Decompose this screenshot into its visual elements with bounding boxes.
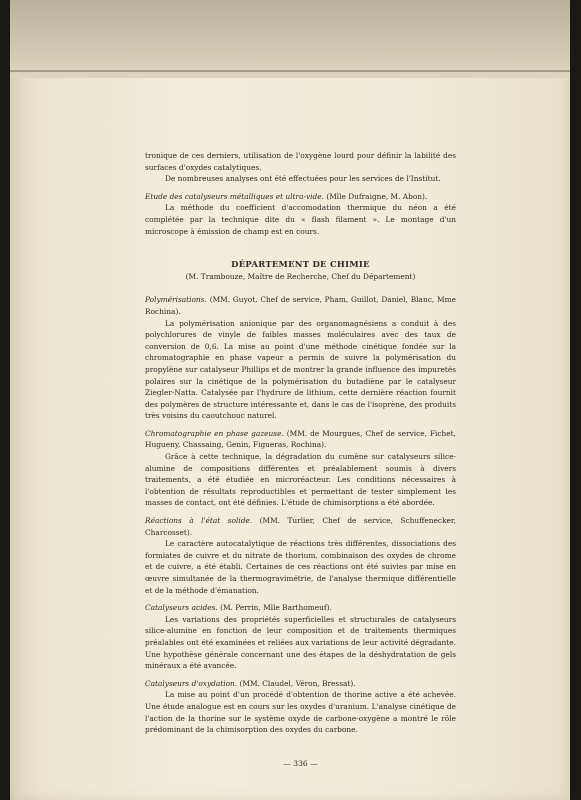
page-number: — 336 — (283, 758, 318, 768)
section-staff: (M. Perrin, Mlle Barthomeuf). (220, 603, 332, 613)
section-heading-chromatographie (145, 428, 456, 451)
previous-page-edge (0, 0, 581, 78)
section-title: Réactions à l'état solide. (145, 516, 253, 526)
intro-analyses: De nombreuses analyses ont été effectuées pour les services de l'Institut. (165, 174, 441, 184)
section-heading-catalyseurs-acides (145, 602, 456, 614)
section-staff: (MM. Claudel, Véron, Bressat). (239, 678, 356, 688)
section-title: Etude des catalyseurs métalliques et ultra-vide. (145, 191, 324, 201)
section-body-catalyseurs-metalliques: La méthode du coefficient d'accomodation thermique du néon a été complétée par la technique dite du « flash filament ». Le montage d'un microscope à émission de champ est en cours. (145, 203, 456, 236)
right-scan-border (570, 0, 581, 800)
section-title: Catalyseurs acides. (145, 603, 218, 613)
department-title: DÉPARTEMENT DE CHIMIE (231, 259, 370, 270)
section-body-reactions-etat-solide: Le caractère autocatalytique de réactions très différentes, dissociations des formiates de cuivre et du nitrate de thorium, combinaison des oxydes de chrome et de cuivre, a été établi. Certaines de ces réactions ont été suivies par mise en œuvre simultanée de la thermogravimétrie, de l'analyse thermique différentielle et de la méthode d'émanation. (145, 539, 456, 595)
section-heading-polymerisations (145, 294, 456, 317)
section-title: Chromatographie en phase gazeuse. (145, 428, 284, 438)
section-body-chromatographie: Grâce à cette technique, la dégradation du cumène sur catalyseurs silice-alumine de compositions différentes et préalablement soumis à divers traitements, a été étudiée en microréacteur. Les conditions nécessaires à l'obtention de résultats reproductibles et permettant de tester simplement les masses de contact, ont été définies. L'étude de chimisorptions a été abordée. (145, 452, 456, 508)
section-heading-catalyseurs-oxydation (145, 678, 456, 690)
section-staff: (Mlle Dufraigne, M. Abon). (326, 191, 428, 201)
section-body-polymerisations: La polymérisation anionique par des organomagnésiens a conduit à des polychlorures de vinyle de faibles masses moléculaires avec des taux de conversion de 0,6. La mise au point d'une méthode cinétique fondée sur la chromatographie en phase vapeur a permis de suivre la polymérisation du propylène sur catalyseur Phillips et de montrer la grande influence des impuretés polaires sur la cinétique de la polymérisation du butadiène par le catalyseur Ziegler-Natta. Catalysée par l'hydrure de lithium, cette dernière réaction fournit des polymères de structure intéressante et, dans le cas de l'isoprène, des produits très voisins du caoutchouc naturel. (145, 318, 456, 421)
section-staff: (MM. Guyot, Chef de service, Pham, Guillot, Daniel, Blanc, Mme Rochina). (145, 295, 456, 316)
section-title: Polymérisations. (145, 295, 207, 305)
section-body-catalyseurs-acides: Les variations des propriétés superficielles et structurales de catalyseurs silice-alumine en fonction de leur composition et de traitements thermiques préalables ont été examinées et reliées aux variations de leur activité dégradante. Une hypothèse générale concernant une des étapes de la déshydratation de gels minéraux a été avancée. (145, 614, 456, 671)
section-staff: (MM. Turlier, Chef de service, Schuffenecker, Charcosset). (145, 516, 456, 537)
section-heading-catalyseurs-metalliques (145, 191, 456, 203)
page-crease (0, 70, 581, 72)
section-staff: (MM. de Mourgues, Chef de service, Fichet, Hugueny, Chassaing, Genin, Figueras, Rochina). (145, 428, 456, 450)
left-scan-border (0, 0, 10, 800)
document-body (145, 150, 456, 769)
section-heading-reactions-etat-solide (145, 515, 456, 538)
section-title: Catalyseurs d'oxydation. (145, 678, 238, 688)
section-body-catalyseurs-oxydation: La mise au point d'un procédé d'obtention de thorine active a été achevée. Une étude analogue est en cours sur les oxydes d'uranium. L'analyse cinétique de l'action de la thorine sur le système oxyde de carbone-oxygène a montré le rôle prédominant de la chimisorption des oxydes du carbone. (145, 690, 456, 735)
department-subtitle: (M. Trambouze, Maître de Recherche, Chef du Département) (185, 271, 416, 281)
intro-continuation: tronique de ces derniers, utilisation de l'oxygène lourd pour définir la labilité des surfaces d'oxydes catalytiques. (145, 151, 456, 172)
